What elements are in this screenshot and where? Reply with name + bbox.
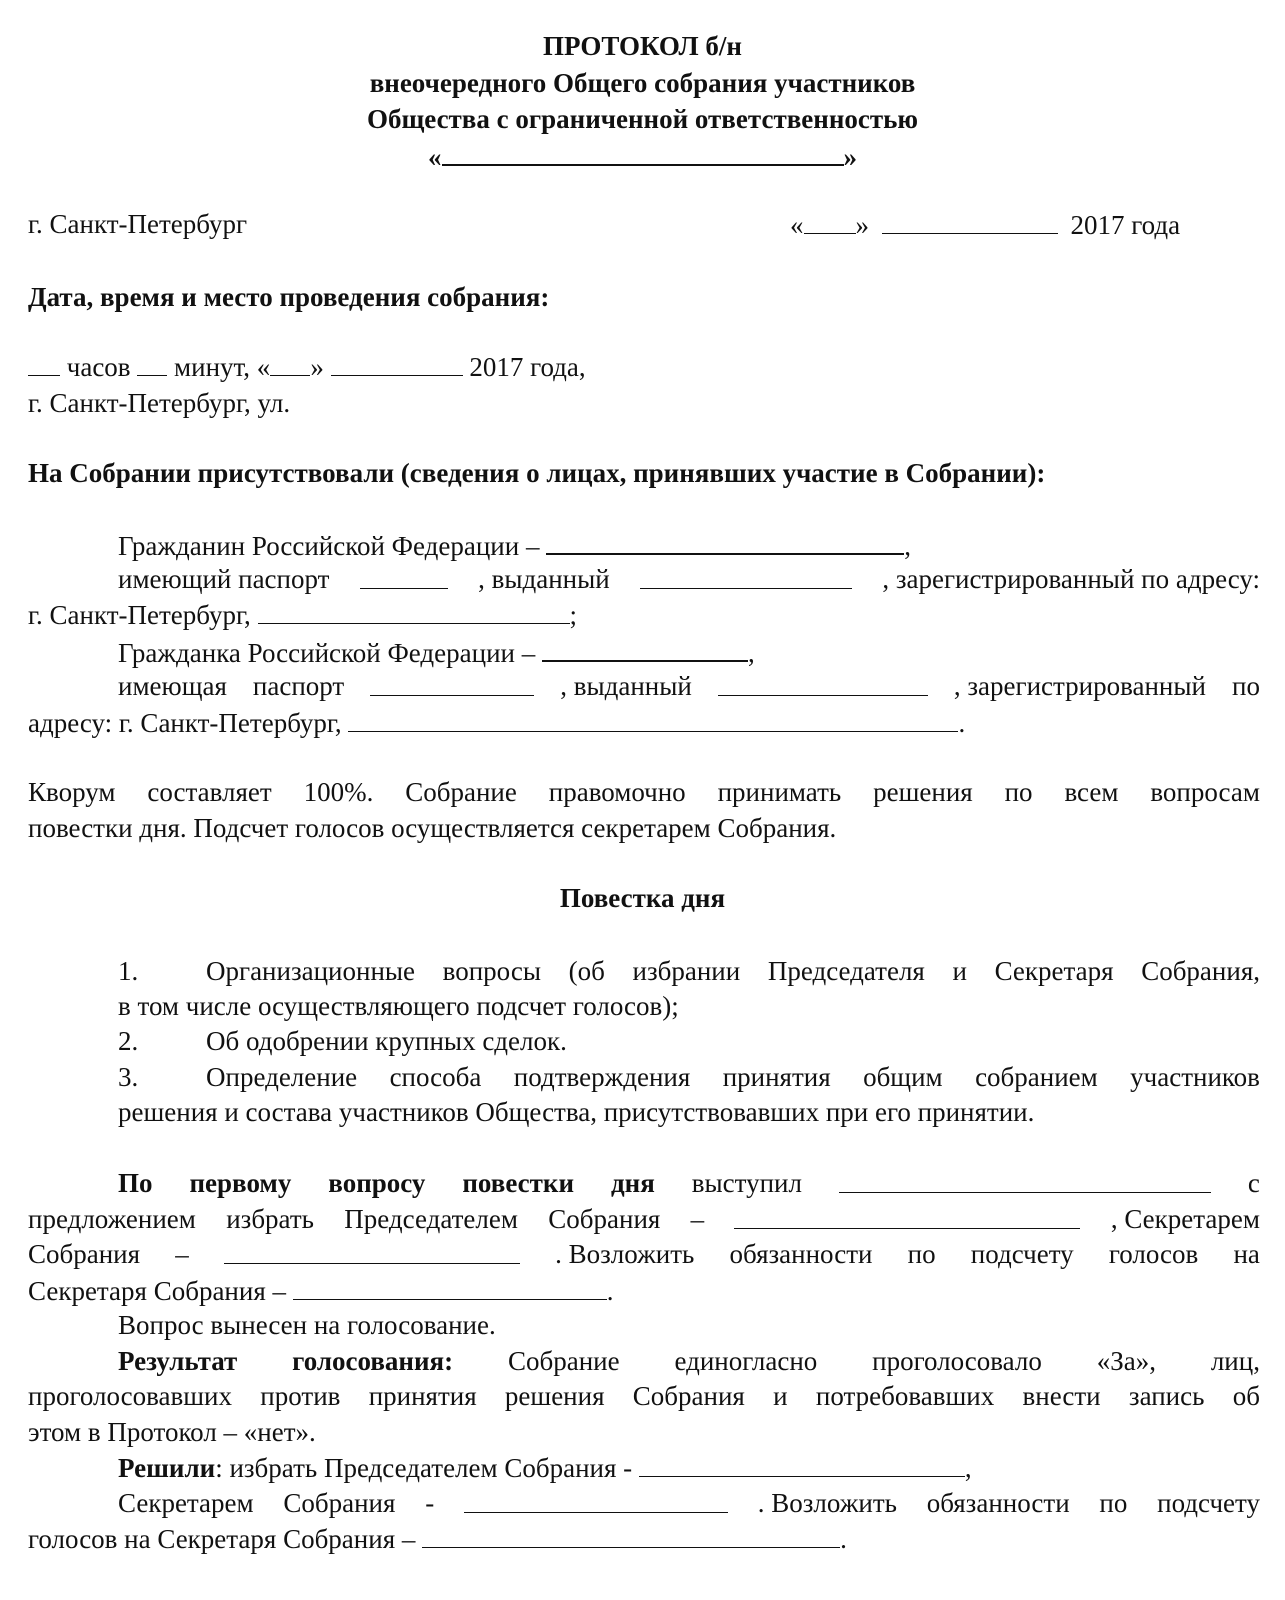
meeting-month-blank[interactable] (331, 353, 463, 376)
lead-word: повестки (462, 1168, 575, 1198)
result-word: об (1232, 1381, 1260, 1411)
city-label: адресу: г. Санкт-Петербург, (28, 708, 342, 738)
issued-label: , выданный (478, 564, 610, 594)
result-word: потребовавших (815, 1381, 995, 1411)
agenda-word: принятия (722, 1062, 831, 1092)
spoke-word: выступил (691, 1168, 802, 1198)
minutes-word: минут, « (174, 352, 271, 382)
result-label: Результат (118, 1346, 238, 1376)
impose-word: по (1099, 1488, 1128, 1518)
quorum-line-2: повестки дня. Подсчет голосов осуществляется секретарем Собрания. (28, 813, 837, 843)
impose-word: по (907, 1239, 936, 1269)
document-subtitle: внеочередного Общего собрания участников (369, 68, 916, 98)
quote-open: « (428, 142, 442, 172)
quorum-word: составляет (147, 777, 272, 807)
agenda-word: общим (863, 1062, 943, 1092)
attendee-male-address-line (28, 601, 577, 629)
agenda-word: Организационные (206, 956, 416, 986)
result-word: «За», (1096, 1346, 1156, 1376)
counting-secretary-blank[interactable] (293, 1277, 607, 1300)
quote-close: » (843, 142, 857, 172)
passport-label-1: имеющая (118, 671, 227, 701)
result-word: проголосовало (872, 1346, 1042, 1376)
impose-word: голосов (1108, 1239, 1199, 1269)
dash: – (690, 1204, 705, 1234)
agenda-item-1-line-1 (206, 958, 1260, 985)
semicolon: ; (569, 600, 578, 630)
agenda-word: Собрания, (1141, 956, 1260, 986)
passport-male-blank[interactable] (360, 566, 448, 589)
agenda-item-number: 1. (118, 956, 139, 986)
result-line-3: этом в Протокол – «нет». (28, 1417, 316, 1447)
meeting-year: 2017 года, (469, 352, 586, 382)
decided-line-1 (118, 1454, 972, 1482)
result-word: внести (1022, 1381, 1101, 1411)
quorum-word: по (1004, 777, 1033, 807)
result-word: проголосовавших (28, 1381, 232, 1411)
quote-close: » (310, 352, 324, 382)
quorum-word: вопросам (1150, 777, 1260, 807)
attendee-male-passport-line (118, 566, 1260, 593)
day-blank[interactable] (804, 211, 856, 234)
speaker-blank[interactable] (839, 1170, 1211, 1193)
company-name-line (0, 142, 1285, 171)
agenda-item-number: 3. (118, 1062, 139, 1092)
agenda-heading: Повестка дня (559, 883, 726, 913)
period: . (958, 708, 966, 738)
registered-label: , зарегистрированный по адресу: (882, 564, 1260, 594)
secretary-count-label: Секретаря Собрания – (28, 1276, 287, 1306)
result-word: Собрание (507, 1346, 620, 1376)
registered-label-2: по (1232, 671, 1260, 701)
impose-word: подсчету (970, 1239, 1074, 1269)
attendee-female-line (118, 638, 755, 667)
proposal-word: предложением (28, 1204, 196, 1234)
result-word: Собрания (632, 1381, 745, 1411)
attendees-heading: На Собрании присутствовали (сведения о лицах, принявших участие в Собрании): (28, 458, 1046, 488)
meeting-day-blank[interactable] (270, 353, 310, 376)
result-word: и (773, 1381, 788, 1411)
secretary-word: , Секретарем (1110, 1204, 1260, 1234)
decided-line-3 (28, 1525, 847, 1553)
quorum-word: правомочно (548, 777, 686, 807)
agenda-word: подтверждения (513, 1062, 691, 1092)
address-male-blank[interactable] (258, 601, 570, 624)
agenda-word: собранием (975, 1062, 1098, 1092)
proposal-word: Председателем (344, 1204, 518, 1234)
period: . (606, 1276, 614, 1306)
quorum-word: Кворум (28, 777, 116, 807)
decided-secretary-blank[interactable] (464, 1490, 728, 1513)
result-word: запись (1128, 1381, 1205, 1411)
impose-word: обязанности (729, 1239, 873, 1269)
passport-female-blank[interactable] (370, 673, 534, 696)
question1-line-2 (28, 1206, 1260, 1233)
decided-chairman-blank[interactable] (639, 1454, 965, 1477)
result-word: решения (504, 1381, 605, 1411)
quorum-word: решения (873, 777, 973, 807)
result-line-1 (118, 1348, 1260, 1375)
question1-line-3 (28, 1241, 1260, 1268)
agenda-item-3-line-2: решения и состава участников Общества, присутствовавших при его принятии. (118, 1097, 1035, 1127)
result-word: против (260, 1381, 341, 1411)
quorum-line-1 (28, 779, 1260, 806)
lead-word: дня (610, 1168, 655, 1198)
result-word: лиц, (1210, 1346, 1260, 1376)
issued-female-blank[interactable] (718, 673, 928, 696)
meeting-address: г. Санкт-Петербург, ул. (28, 388, 291, 418)
decided-line-2 (118, 1490, 1260, 1517)
result-word: единогласно (674, 1346, 818, 1376)
agenda-item-number: 2. (118, 1026, 139, 1056)
dash: - (425, 1488, 435, 1518)
impose-word: обязанности (926, 1488, 1070, 1518)
agenda-word: избрании (632, 956, 741, 986)
meeting-word: Собрания (28, 1239, 141, 1269)
lead-word: По (118, 1168, 153, 1198)
with-word: с (1247, 1168, 1260, 1198)
decided-word: Секретарем (118, 1488, 254, 1518)
agenda-word: Председателя (767, 956, 925, 986)
agenda-word: Определение (206, 1062, 358, 1092)
question1-line-1 (118, 1170, 1260, 1197)
meeting-heading: Дата, время и место проведения собрания: (28, 282, 550, 312)
decided-text: : избрать Председателем Собрания - (215, 1453, 633, 1483)
quorum-word: Собрание (405, 777, 517, 807)
city-label: г. Санкт-Петербург (28, 209, 248, 239)
question1-line-4 (28, 1277, 614, 1305)
dash: – (175, 1239, 189, 1269)
minutes-blank[interactable] (137, 353, 167, 376)
decided-label: Решили (118, 1453, 216, 1483)
decided-counting-blank[interactable] (422, 1525, 840, 1548)
lead-word: вопросу (328, 1168, 426, 1198)
quorum-word: 100%. (303, 777, 374, 807)
hours-word: часов (66, 352, 131, 382)
attendee-male-name-blank[interactable] (546, 531, 904, 555)
passport-label-2: паспорт (252, 671, 345, 701)
quote-open: « (790, 210, 804, 240)
registered-label: , зарегистрированный (953, 671, 1206, 701)
agenda-word: (об (568, 956, 605, 986)
quorum-word: принимать (717, 777, 842, 807)
impose-word: . Возложить (555, 1239, 695, 1269)
impose-word: . Возложить (757, 1488, 897, 1518)
agenda-word: Секретаря (994, 956, 1114, 986)
attendee-female-passport-line (118, 673, 1260, 700)
impose-word: на (1233, 1239, 1260, 1269)
agenda-word: и (952, 956, 967, 986)
comma: , (904, 531, 911, 561)
attendee-female-address-line (28, 709, 965, 737)
comma: , (964, 1453, 972, 1483)
secretary-blank[interactable] (224, 1241, 520, 1264)
period: . (840, 1524, 847, 1554)
document-date (790, 211, 1180, 239)
decided-word: Собрания (283, 1488, 396, 1518)
address-female-blank[interactable] (348, 709, 958, 732)
agenda-item-1-line-2: в том числе осуществляющего подсчет голосов); (118, 991, 679, 1021)
agenda-word: вопросы (442, 956, 541, 986)
comma: , (747, 638, 755, 668)
vote-put-line: Вопрос вынесен на голосование. (118, 1310, 496, 1340)
company-type-line: Общества с ограниченной ответственностью (366, 104, 919, 134)
passport-label: имеющий паспорт (118, 564, 330, 594)
impose-word: подсчету (1157, 1488, 1260, 1518)
agenda-item-3-line-1 (206, 1064, 1260, 1091)
quorum-word: всем (1064, 777, 1119, 807)
result-label: голосования: (292, 1346, 454, 1376)
result-word: принятия (368, 1381, 477, 1411)
document-title: ПРОТОКОЛ б/н (543, 31, 742, 61)
attendee-male-label: Гражданин Российской Федерации – (118, 531, 540, 561)
attendee-male-line (118, 531, 911, 560)
year-text: 2017 года (1070, 210, 1181, 240)
city-label: г. Санкт-Петербург, (28, 600, 251, 630)
month-blank[interactable] (882, 211, 1058, 234)
company-name-blank[interactable] (442, 142, 844, 166)
issued-male-blank[interactable] (640, 566, 852, 589)
agenda-word: участников (1130, 1062, 1260, 1092)
issued-label: , выданный (560, 671, 692, 701)
lead-word: первому (189, 1168, 292, 1198)
result-line-2 (28, 1383, 1260, 1410)
quote-close: » (855, 210, 869, 240)
attendee-female-name-blank[interactable] (542, 638, 748, 662)
meeting-time-line (28, 353, 586, 381)
hours-blank[interactable] (28, 353, 60, 376)
decided-counting-label: голосов на Секретаря Собрания – (28, 1524, 416, 1554)
proposal-word: Собрания (548, 1204, 661, 1234)
proposal-word: избрать (226, 1204, 314, 1234)
attendee-female-label: Гражданка Российской Федерации – (118, 638, 536, 668)
agenda-word: способа (389, 1062, 482, 1092)
chairman-blank[interactable] (734, 1206, 1080, 1229)
agenda-item-2-line-1: Об одобрении крупных сделок. (206, 1026, 567, 1056)
